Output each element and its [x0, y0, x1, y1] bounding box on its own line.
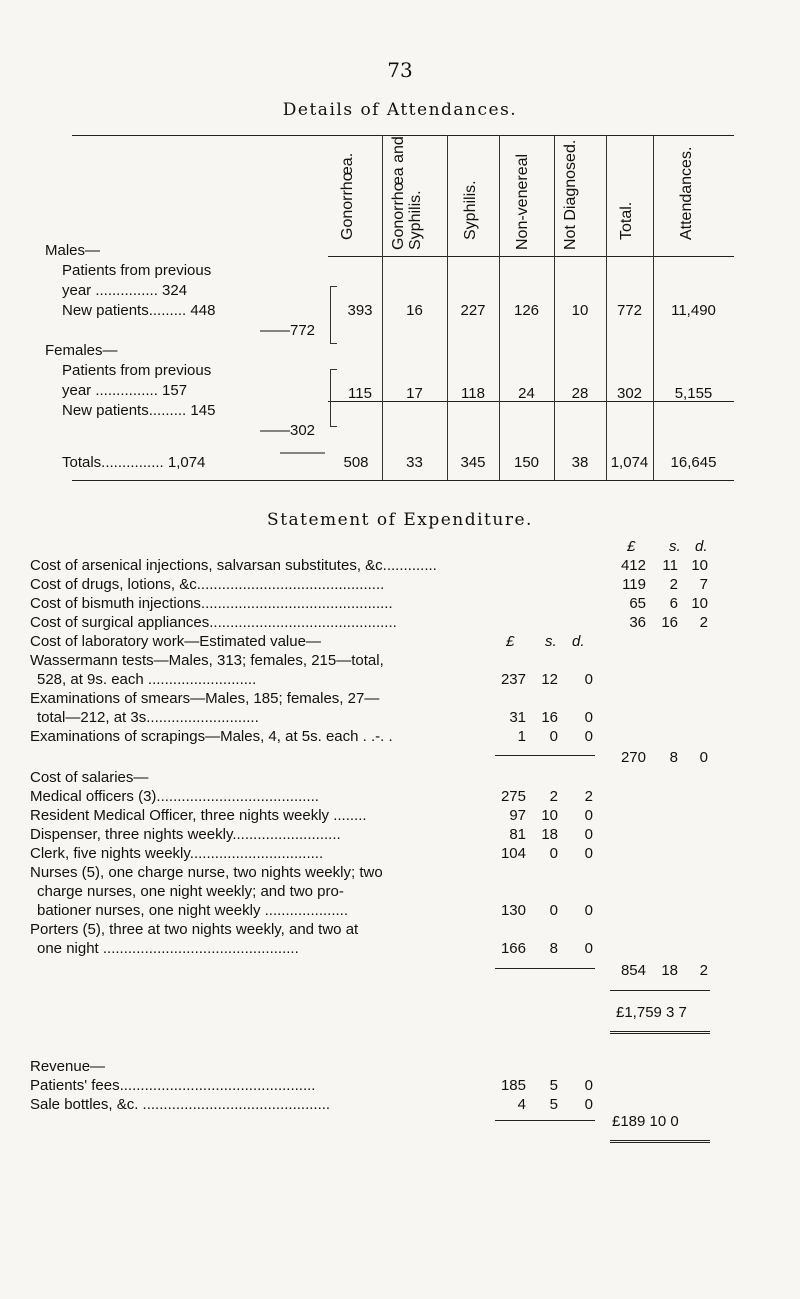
lab-scrapings: Examinations of scrapings—Males, 4, at 5s. each . .-. .	[30, 728, 393, 745]
lab-total-s: 8	[669, 749, 678, 766]
cell-r1-attend: 11,490	[671, 302, 716, 319]
cell-r2-attend: 5,155	[674, 385, 713, 402]
cell-r2-syph: 118	[461, 385, 485, 402]
sal-medical-s: 2	[549, 788, 558, 805]
exp-line-surgical: Cost of surgical appliances.............................................	[30, 614, 397, 631]
totals-label: Totals............... 1,074	[62, 454, 206, 471]
rev-bottles-s: 5	[549, 1096, 558, 1113]
col-header-non-venereal: Non-venereal	[514, 153, 531, 250]
sal-medical: Medical officers (3).......................................	[30, 788, 319, 805]
sal-resident: Resident Medical Officer, three nights weekly ........	[30, 807, 367, 824]
cell-r1-gonsyph: 16	[406, 302, 423, 319]
sal-medical-l: 275	[500, 788, 526, 805]
col-header-gonorrhoea: Gonorrhœa.	[339, 152, 356, 240]
cell-r1-gon: 393	[347, 302, 373, 319]
exp-arsenical-l: 412	[620, 557, 646, 574]
grand-rule	[610, 990, 710, 991]
sal-porters-l: 166	[500, 940, 526, 957]
col-header-syphilis: Syphilis.	[462, 180, 479, 240]
lab-sub-rule	[495, 755, 595, 756]
header-rule	[328, 256, 734, 257]
lab-wassermann-d: 0	[584, 671, 593, 688]
col-header-attendances: Attendances.	[678, 146, 695, 240]
cell-tot-notdiag: 38	[571, 454, 589, 471]
lab-wassermann-1: Wassermann tests—Males, 313; females, 215—total,	[30, 652, 384, 669]
salaries-label: Cost of salaries—	[30, 769, 149, 786]
lab-scrapings-l: 1	[517, 728, 526, 745]
lab-smears-2: total—212, at 3s...........................	[37, 709, 259, 726]
sal-total-d: 2	[699, 962, 708, 979]
cell-r2-gonsyph: 17	[406, 385, 423, 402]
revenue-total: £189 10 0	[612, 1113, 679, 1130]
sal-nurses-1: Nurses (5), one charge nurse, two nights weekly; two	[30, 864, 383, 881]
lab-wassermann-l: 237	[500, 671, 526, 688]
sal-dispenser: Dispenser, three nights weekly..........................	[30, 826, 341, 843]
exp-bismuth-l: 65	[629, 595, 646, 612]
sal-nurses-s: 0	[549, 902, 558, 919]
page-number: 73	[387, 58, 413, 82]
cell-r2-total: 302	[616, 385, 643, 402]
hdr-shilling: s.	[669, 538, 681, 555]
rev-fees-d: 0	[584, 1077, 593, 1094]
cell-r1-syph: 227	[460, 302, 486, 319]
cell-tot-syph: 345	[460, 454, 486, 471]
lab-hdr-shilling: s.	[545, 633, 557, 650]
lab-smears-1: Examinations of smears—Males, 185; females, 27—	[30, 690, 380, 707]
expenditure-title: Statement of Expenditure.	[267, 510, 533, 530]
cell-tot-gon: 508	[343, 454, 369, 471]
sal-clerk-d: 0	[584, 845, 593, 862]
exp-arsenical-d: 10	[691, 557, 708, 574]
exp-line-bismuth: Cost of bismuth injections..............................................	[30, 595, 393, 612]
lab-wassermann-2: 528, at 9s. each ..........................	[37, 671, 257, 688]
males-label: Males—	[45, 242, 101, 259]
females-sum: ——302	[260, 422, 316, 439]
cell-r1-total: 772	[616, 302, 643, 319]
sal-nurses-2: charge nurses, one night weekly; and two pro-	[37, 883, 344, 900]
cell-r2-gon: 115	[348, 385, 372, 402]
sal-dispenser-s: 18	[541, 826, 558, 843]
cell-r1-nonven: 126	[513, 302, 540, 319]
females-brace	[330, 369, 337, 427]
cell-tot-nonven: 150	[513, 454, 540, 471]
rev-fees-l: 185	[500, 1077, 526, 1094]
exp-bismuth-s: 6	[669, 595, 678, 612]
hdr-pound: £	[627, 538, 636, 555]
cell-tot-total: 1,074	[610, 454, 649, 471]
lab-scrapings-d: 0	[584, 728, 593, 745]
females-label: Females—	[45, 342, 118, 359]
cell-r1-notdiag: 10	[571, 302, 589, 319]
sal-resident-d: 0	[584, 807, 593, 824]
exp-surgical-s: 16	[661, 614, 678, 631]
lab-wassermann-s: 12	[541, 671, 558, 688]
revenue-label: Revenue—	[30, 1058, 106, 1075]
males-prev-label-1: Patients from previous	[62, 262, 212, 279]
lab-smears-s: 16	[541, 709, 558, 726]
exp-drugs-l: 119	[622, 576, 646, 593]
females-prev-label-1: Patients from previous	[62, 362, 212, 379]
exp-drugs-d: 7	[699, 576, 708, 593]
sal-clerk-l: 104	[500, 845, 526, 862]
hdr-pence: d.	[695, 538, 708, 555]
males-prev-label-2: year ............... 324	[62, 282, 188, 299]
sal-porters-d: 0	[584, 940, 593, 957]
col-header-gon-syph: Gonorrhœa and Syphilis.	[390, 136, 424, 250]
cell-r2-nonven: 24	[518, 385, 535, 402]
rev-fees: Patients' fees...............................................	[30, 1077, 316, 1094]
lab-total-l: 270	[620, 749, 646, 766]
lab-scrapings-s: 0	[549, 728, 558, 745]
lab-smears-d: 0	[584, 709, 593, 726]
grand-double-rule	[610, 1031, 710, 1034]
lab-label: Cost of laboratory work—Estimated value—	[30, 633, 321, 650]
sal-resident-l: 97	[509, 807, 526, 824]
col-header-total: Total.	[618, 201, 635, 240]
col-header-not-diagnosed: Not Diagnosed.	[562, 139, 579, 250]
exp-drugs-s: 2	[669, 576, 678, 593]
males-new-label: New patients......... 448	[62, 302, 216, 319]
sal-porters-1: Porters (5), three at two nights weekly, and two at	[30, 921, 359, 938]
revenue-double-rule	[610, 1140, 710, 1143]
cell-tot-attend: 16,645	[670, 454, 717, 471]
rev-bottles-l: 4	[517, 1096, 526, 1113]
rev-fees-s: 5	[549, 1077, 558, 1094]
exp-surgical-l: 36	[629, 614, 646, 631]
sal-total-s: 18	[661, 962, 678, 979]
sal-clerk: Clerk, five nights weekly................................	[30, 845, 324, 862]
sal-porters-s: 8	[549, 940, 558, 957]
totals-underline: ———	[280, 444, 325, 461]
sal-dispenser-l: 81	[509, 826, 526, 843]
exp-line-drugs: Cost of drugs, lotions, &c.............................................	[30, 576, 385, 593]
cell-tot-gonsyph: 33	[406, 454, 423, 471]
sal-nurses-l: 130	[500, 902, 526, 919]
lab-hdr-pound: £	[506, 633, 515, 650]
rev-sub-rule	[495, 1120, 595, 1121]
sal-nurses-d: 0	[584, 902, 593, 919]
sal-clerk-s: 0	[549, 845, 558, 862]
exp-arsenical-s: 11	[662, 557, 678, 574]
exp-bismuth-d: 10	[691, 595, 708, 612]
males-sum: ——772	[260, 322, 316, 339]
exp-surgical-d: 2	[699, 614, 708, 631]
sal-porters-2: one night ...............................................	[37, 940, 299, 957]
table-bottom-rule	[72, 480, 734, 481]
sal-dispenser-d: 0	[584, 826, 593, 843]
females-new-label: New patients......... 145	[62, 402, 216, 419]
sal-medical-d: 2	[584, 788, 593, 805]
rev-bottles-d: 0	[584, 1096, 593, 1113]
rev-bottles: Sale bottles, &c. .............................................	[30, 1096, 331, 1113]
lab-smears-l: 31	[509, 709, 526, 726]
grand-total: £1,759 3 7	[616, 1004, 687, 1021]
sal-nurses-3: bationer nurses, one night weekly ....................	[37, 902, 348, 919]
cell-r2-notdiag: 28	[571, 385, 589, 402]
males-brace	[330, 286, 337, 344]
sal-resident-s: 10	[541, 807, 558, 824]
exp-line-arsenical: Cost of arsenical injections, salvarsan substitutes, &c.............	[30, 557, 437, 574]
lab-hdr-pence: d.	[572, 633, 585, 650]
sal-total-l: 854	[620, 962, 646, 979]
sal-sub-rule	[495, 968, 595, 969]
lab-total-d: 0	[699, 749, 708, 766]
females-prev-label-2: year ............... 157	[62, 382, 188, 399]
attendance-title: Details of Attendances.	[282, 100, 518, 120]
